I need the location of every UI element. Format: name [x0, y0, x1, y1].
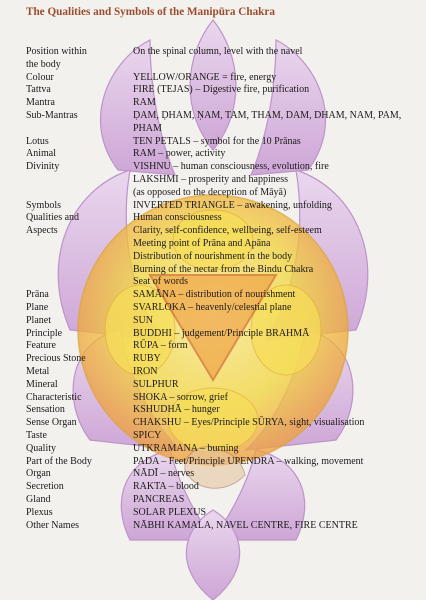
row-value [133, 366, 421, 379]
table-row [26, 46, 421, 72]
row-label-line: Tattva [26, 84, 51, 96]
row-label-line: Mantra [26, 97, 55, 109]
row-label [26, 392, 131, 405]
table-row [26, 148, 421, 161]
row-label [26, 136, 131, 149]
row-value-line: PANCREAS [133, 493, 185, 505]
row-value [133, 443, 421, 456]
row-value-line: UTKRAMANA – burning [133, 442, 239, 454]
row-value [133, 315, 421, 328]
row-label-line: Symbols [26, 199, 62, 211]
row-value [133, 148, 421, 161]
table-row [26, 328, 421, 341]
table-row [26, 520, 421, 533]
row-value [133, 136, 421, 149]
row-value-line: SAMĀNA – distribution of nourishment [133, 289, 296, 301]
row-label [26, 148, 131, 161]
row-value [133, 456, 421, 469]
row-label-line: Characteristic [26, 391, 82, 403]
row-value-line: On the spinal column, level with the navel [133, 46, 303, 57]
row-label [26, 110, 131, 123]
row-label [26, 417, 131, 430]
row-label [26, 289, 131, 302]
row-value [133, 430, 421, 443]
row-value [133, 200, 421, 213]
row-label [26, 315, 131, 328]
row-value [133, 46, 421, 59]
table-row [26, 72, 421, 85]
row-label-line: Sensation [26, 404, 65, 416]
row-label [26, 520, 131, 533]
table-row [26, 379, 421, 392]
row-label-line: Prāna [26, 289, 49, 301]
table-row [26, 289, 421, 302]
row-label [26, 404, 131, 417]
row-label [26, 494, 131, 507]
row-value-line: NĀBHI KAMALA, NAVEL CENTRE, FIRE CENTRE [133, 519, 358, 531]
table-row [26, 481, 421, 494]
row-value-line: PADA – Feet/Principle UPENDRA – walking, movement [133, 455, 364, 467]
row-label-line: Position within [26, 46, 87, 57]
row-value-line: SULPHUR [133, 378, 179, 390]
row-label-line: Gland [26, 493, 51, 505]
row-label-line: Sub-Mantras [26, 109, 78, 121]
row-value-line: RAKTA – blood [133, 481, 199, 493]
row-value [133, 481, 421, 494]
row-label-line: Plexus [26, 506, 53, 518]
table-row [26, 392, 421, 405]
row-value-line: PHAM [133, 122, 162, 134]
row-value-line: SUN [133, 314, 154, 326]
row-value-line: YELLOW/ORANGE = fire, energy [133, 71, 277, 83]
table-row [26, 84, 421, 97]
row-value-line: Clarity, self-confidence, wellbeing, self-esteem [133, 225, 322, 237]
table-row [26, 353, 421, 366]
row-value [133, 84, 421, 97]
row-value [133, 468, 421, 481]
row-value-line: LAKSHMI – prosperity and happiness [133, 173, 288, 185]
row-value [133, 392, 421, 405]
row-label-line: Principle [26, 327, 63, 339]
row-label [26, 353, 131, 366]
row-value [133, 110, 421, 136]
row-label [26, 302, 131, 315]
row-label-line: Taste [26, 429, 47, 441]
row-label [26, 340, 131, 353]
row-value-line: CHAKSHU – Eyes/Principle SŪRYA, sight, visualisation [133, 417, 365, 429]
row-label-line: Part of the Body [26, 455, 92, 467]
row-label-line: Aspects [26, 225, 58, 237]
row-value-line: BUDDHI – judgement/Principle BRAHMĀ [133, 327, 310, 339]
row-label-line: Other Names [26, 519, 80, 531]
row-label [26, 443, 131, 456]
qualities-table [26, 46, 421, 532]
table-row [26, 366, 421, 379]
row-value [133, 302, 421, 315]
table-row [26, 97, 421, 110]
row-label-line: Secretion [26, 481, 64, 493]
row-value-line: VISHNU – human consciousness, evolution, fire [133, 161, 329, 173]
table-row [26, 340, 421, 353]
row-value-line: FIRE (TEJAS) – Digestive fire, purification [133, 84, 310, 96]
row-label-line: Plane [26, 301, 49, 313]
row-value-line: RŪPA – form [133, 340, 188, 352]
table-row [26, 430, 421, 443]
row-value [133, 289, 421, 302]
row-value [133, 379, 421, 392]
table-row [26, 315, 421, 328]
row-label [26, 84, 131, 97]
row-value [133, 404, 421, 417]
row-label [26, 97, 131, 110]
row-label [26, 507, 131, 520]
row-label-line: Sense Organ [26, 417, 77, 429]
row-value [133, 507, 421, 520]
row-value [133, 494, 421, 507]
row-label-line: Divinity [26, 161, 60, 173]
table-row [26, 417, 421, 430]
row-value [133, 417, 421, 430]
row-label-line: Planet [26, 314, 51, 326]
table-row [26, 404, 421, 417]
row-value-line: Human consciousness [133, 212, 222, 224]
row-label [26, 481, 131, 494]
row-value-line: Meeting point of Prāna and Apāna [133, 237, 271, 249]
row-label [26, 46, 131, 72]
table-row [26, 494, 421, 507]
table-row [26, 507, 421, 520]
row-value-line: Burning of the nectar from the Bindu Chakra [133, 263, 314, 275]
table-row [26, 468, 421, 481]
row-value [133, 72, 421, 85]
row-label-line: Metal [26, 365, 50, 377]
row-label-line: Feature [26, 340, 56, 352]
row-label-line: Lotus [26, 135, 49, 147]
row-value-line: SOLAR PLEXUS [133, 506, 207, 518]
row-label-line: the body [26, 58, 61, 70]
table-row [26, 212, 421, 289]
table-row [26, 456, 421, 469]
row-label [26, 161, 131, 174]
row-label [26, 379, 131, 392]
row-value-line: SHOKA – sorrow, grief [133, 391, 228, 403]
row-value [133, 212, 421, 289]
row-value-line: Distribution of nourishment in the body [133, 250, 293, 262]
row-value [133, 328, 421, 341]
row-label [26, 200, 131, 213]
row-value-line: ḌAM, ḌHAM, ṆAM, TAM, THAM, DAM, DHAM, NAM, PAM, [133, 109, 402, 121]
row-label-line: Precious Stone [26, 353, 86, 365]
row-label [26, 72, 131, 85]
row-label-line: Quality [26, 442, 56, 454]
row-value-line: INVERTED TRIANGLE – awakening, unfolding [133, 199, 332, 211]
row-label [26, 456, 131, 469]
row-value [133, 340, 421, 353]
row-value-line: Seat of words [133, 276, 188, 288]
row-value-line: RUBY [133, 353, 161, 365]
table-row [26, 110, 421, 136]
row-label-line: Mineral [26, 378, 58, 390]
row-value-line: IRON [133, 365, 158, 377]
row-value-line: RAM – power, activity [133, 148, 226, 160]
row-value-line: SPICY [133, 429, 162, 441]
row-value-line: KSHUDHĀ – hunger [133, 404, 220, 416]
row-label-line: Colour [26, 71, 54, 83]
table-row [26, 161, 421, 199]
page-title: The Qualities and Symbols of the Manipūra Chakra [26, 6, 275, 18]
table-row [26, 302, 421, 315]
row-value [133, 97, 421, 110]
row-label [26, 430, 131, 443]
row-label [26, 468, 131, 481]
row-value-line: RAM [133, 97, 156, 109]
row-value [133, 161, 421, 199]
row-value [133, 520, 421, 533]
row-value-line: TEN PETALS – symbol for the 10 Prānas [133, 135, 301, 147]
row-value-line: SVARLOKA – heavenly/celestial plane [133, 301, 292, 313]
row-label-line: Organ [26, 468, 51, 480]
row-value-line: (as opposed to the deception of Māyā) [133, 186, 287, 198]
row-label-line: Qualities and [26, 212, 80, 224]
row-value [133, 353, 421, 366]
table-row [26, 200, 421, 213]
row-label [26, 366, 131, 379]
row-value-line: NĀDĪ – nerves [133, 468, 195, 480]
row-label [26, 212, 131, 238]
row-label [26, 328, 131, 341]
table-row [26, 443, 421, 456]
row-label-line: Animal [26, 148, 56, 160]
table-row [26, 136, 421, 149]
